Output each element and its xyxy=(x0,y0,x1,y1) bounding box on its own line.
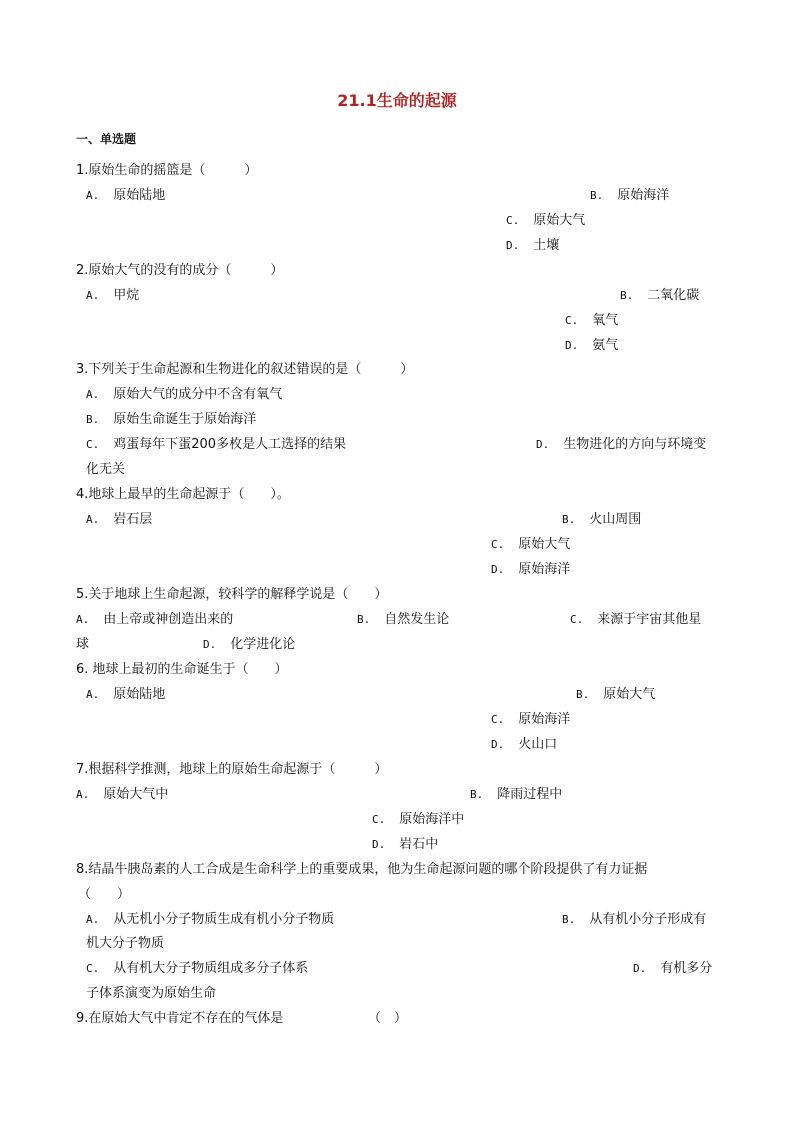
q4-option-b[interactable]: B. 火山周围 xyxy=(562,512,642,527)
page-title: 21.1生命的起源 xyxy=(337,91,457,110)
q2-option-d[interactable]: D. 氨气 xyxy=(565,338,619,353)
question-5-stem: 5.关于地球上生命起源，较科学的解释学说是（ ） xyxy=(76,587,388,602)
q3-option-d-continued: 化无关 xyxy=(86,462,126,477)
q3-option-b[interactable]: B. 原始生命诞生于原始海洋 xyxy=(86,412,257,427)
q1-option-b[interactable]: B. 原始海洋 xyxy=(590,188,670,203)
question-2-stem: 2.原始大气的没有的成分（ ） xyxy=(76,263,284,278)
q1-option-a[interactable]: A. 原始陆地 xyxy=(86,188,166,203)
question-9-answer-paren: （ ） xyxy=(368,1011,408,1026)
q5-option-c-continued: 球 xyxy=(76,637,90,652)
q3-option-d[interactable]: D. 生物进化的方向与环境变 xyxy=(536,437,707,452)
q5-option-d[interactable]: D. 化学进化论 xyxy=(203,637,296,652)
q8-option-c[interactable]: C. 从有机大分子物质组成多分子体系 xyxy=(86,961,309,976)
q7-option-a[interactable]: A. 原始大气中 xyxy=(76,787,169,802)
q8-option-d-continued: 子体系演变为原始生命 xyxy=(86,986,217,1001)
q7-option-b[interactable]: B. 降雨过程中 xyxy=(470,787,563,802)
question-1-stem: 1.原始生命的摇篮是（ ） xyxy=(76,163,258,178)
q6-option-b[interactable]: B. 原始大气 xyxy=(576,687,656,702)
q2-option-b[interactable]: B. 二氧化碳 xyxy=(620,288,700,303)
q4-option-c[interactable]: C. 原始大气 xyxy=(491,537,571,552)
question-3-stem: 3.下列关于生命起源和生物进化的叙述错误的是（ ） xyxy=(76,362,414,377)
question-9-stem: 9.在原始大气中肯定不存在的气体是 xyxy=(76,1011,284,1026)
q3-option-a[interactable]: A. 原始大气的成分中不含有氧气 xyxy=(86,387,283,402)
q6-option-a[interactable]: A. 原始陆地 xyxy=(86,687,166,702)
q5-option-a[interactable]: A. 由上帝或神创造出来的 xyxy=(76,612,234,627)
question-7-stem: 7.根据科学推测，地球上的原始生命起源于（ ） xyxy=(76,762,388,777)
q4-option-d[interactable]: D. 原始海洋 xyxy=(491,562,571,577)
q7-option-d[interactable]: D. 岩石中 xyxy=(372,837,439,852)
section-heading: 一、单选题 xyxy=(76,132,137,146)
q1-option-c[interactable]: C. 原始大气 xyxy=(506,213,586,228)
q6-option-c[interactable]: C. 原始海洋 xyxy=(491,712,571,727)
q8-option-b-continued: 机大分子物质 xyxy=(86,936,165,951)
question-6-stem: 6. 地球上最初的生命诞生于（ ） xyxy=(76,662,288,677)
q5-option-b[interactable]: B. 自然发生论 xyxy=(357,612,450,627)
question-4-stem: 4.地球上最早的生命起源于（ ）。 xyxy=(76,487,290,502)
q3-option-c[interactable]: C. 鸡蛋每年下蛋200多枚是人工选择的结果 xyxy=(86,437,347,452)
q4-option-a[interactable]: A. 岩石层 xyxy=(86,512,153,527)
q1-option-d[interactable]: D. 土壤 xyxy=(506,238,560,253)
question-8-answer-paren: （ ） xyxy=(78,887,131,902)
q2-option-c[interactable]: C. 氧气 xyxy=(565,313,619,328)
q8-option-d[interactable]: D. 有机多分 xyxy=(633,961,713,976)
q8-option-b[interactable]: B. 从有机小分子形成有 xyxy=(562,912,707,927)
q7-option-c[interactable]: C. 原始海洋中 xyxy=(372,812,465,827)
q8-option-a[interactable]: A. 从无机小分子物质生成有机小分子物质 xyxy=(86,912,335,927)
q6-option-d[interactable]: D. 火山口 xyxy=(491,737,558,752)
question-8-stem: 8.结晶牛胰岛素的人工合成是生命科学上的重要成果，他为生命起源问题的哪个阶段提供了有力证据 xyxy=(76,862,648,877)
q2-option-a[interactable]: A. 甲烷 xyxy=(86,288,140,303)
q5-option-c[interactable]: C. 来源于宇宙其他星 xyxy=(570,612,702,627)
